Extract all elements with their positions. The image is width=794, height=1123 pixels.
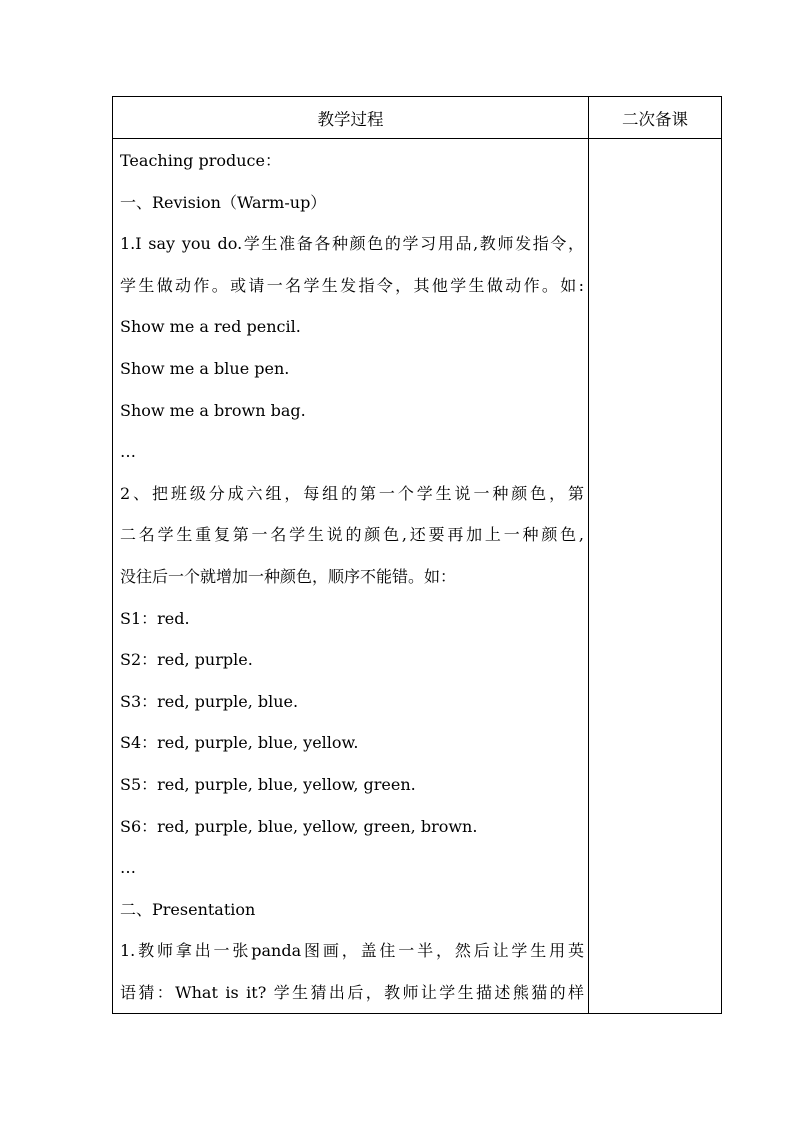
teaching-process-content	[120, 139, 584, 1013]
text-line: 二名学生重复第一名学生说的颜色,还要再加上一种颜色,	[120, 525, 584, 545]
text-line: S6：red, purple, blue, yellow, green, brown.	[120, 816, 478, 836]
text-line-presentation-heading: 二、Presentation	[120, 899, 256, 919]
text-line: 学生做动作。或请一名学生发指令，其他学生做动作。如:	[120, 275, 584, 295]
text-line-ellipsis: …	[120, 858, 136, 878]
teaching-process-cell	[113, 139, 589, 1014]
text-line: 没往后一个就增加一种颜色，顺序不能错。如：	[120, 566, 457, 586]
text-line-revision-heading: 一、Revision（Warm-up）	[120, 192, 327, 212]
header-teaching-process: 教学过程	[113, 97, 589, 139]
text-line: 1.I say you do.学生准备各种颜色的学习用品,教师发指令，	[120, 234, 584, 254]
second-preparation-cell	[589, 139, 722, 1014]
text-line-teaching-produce: Teaching produce：	[120, 151, 281, 170]
header-second-preparation: 二次备课	[589, 97, 722, 139]
text-line: 2、把班级分成六组，每组的第一个学生说一种颜色，第	[120, 483, 584, 503]
text-line: S4：red, purple, blue, yellow.	[120, 733, 359, 753]
text-line: Show me a brown bag.	[120, 400, 306, 420]
text-line: S2：red, purple.	[120, 650, 253, 670]
lesson-plan-table	[112, 96, 722, 1014]
text-line-ellipsis: …	[120, 442, 136, 462]
text-line: S5：red, purple, blue, yellow, green.	[120, 774, 416, 794]
text-line: S1：red.	[120, 608, 190, 628]
text-line: S3：red, purple, blue.	[120, 691, 299, 711]
text-line: Show me a blue pen.	[120, 358, 290, 378]
table-header-row	[113, 97, 722, 139]
text-line: Show me a red pencil.	[120, 317, 301, 337]
table-body-row	[113, 139, 722, 1014]
text-line: 1.教师拿出一张panda图画，盖住一半，然后让学生用英	[120, 941, 584, 961]
text-line: 语猜：What is it? 学生猜出后，教师让学生描述熊猫的样	[120, 982, 584, 1002]
